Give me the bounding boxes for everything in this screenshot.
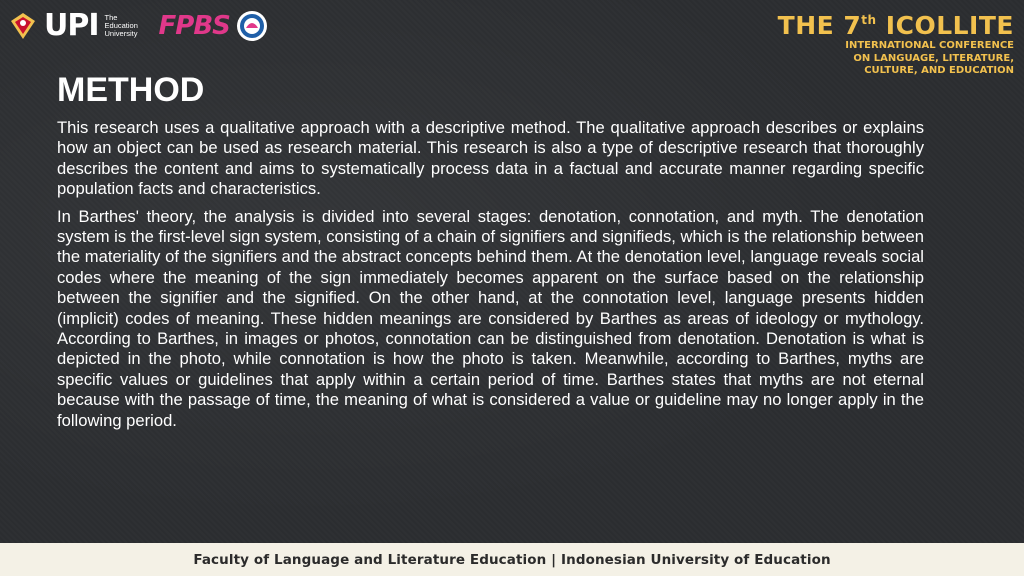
paragraph-1: This research uses a qualitative approach with a descriptive method. The qualitative approach describes or explains how an object can be used as research material. This research is also a type of descriptive research that thoroughly describes the content and aims to systematically process data in a factual and accurate manner regarding specific population facts and characteristics. bbox=[57, 118, 924, 199]
fpbs-logo: FPBS bbox=[158, 11, 230, 41]
body-text bbox=[57, 118, 924, 438]
page-title: METHOD bbox=[57, 71, 205, 109]
conference-title-sup: th bbox=[861, 13, 877, 27]
conference-title-suffix: ICOLLITE bbox=[885, 11, 1014, 40]
conference-subtitle-1: INTERNATIONAL CONFERENCE bbox=[845, 40, 1014, 51]
paragraph-2: In Barthes' theory, the analysis is divided into several stages: denotation, connotation, and myth. The denotation system is the first-level sign system, consisting of a chain of signifiers and signifieds, which is the relationship between the materiality of the signifiers and the abstract concepts behind them. At the denotation level, language reveals social codes where the meaning of the sign immediately becomes apparent on the surface based on the relationship between the signifier and the signified. On the other hand, at the connotation level, language presents hidden (implicit) codes of meaning. These hidden meanings are considered by Barthes as areas of ideology or mythology. According to Barthes, in images or photos, connotation can be distinguished from denotation. Denotation is what is depicted in the photo, while connotation is how the photo is taken. Meanwhile, according to Barthes, myths are specific values or guidelines that apply within a certain period of time. Barthes states that myths are not eternal because with the passage of time, the meaning of what is considered a value or guideline may no longer apply in the following period. bbox=[57, 206, 924, 430]
seal-icon bbox=[236, 10, 268, 42]
conference-title-prefix: THE 7 bbox=[777, 11, 862, 40]
conference-subtitle-3: CULTURE, AND EDUCATION bbox=[864, 65, 1014, 76]
conference-title bbox=[778, 6, 1014, 40]
upi-emblem-icon bbox=[8, 11, 38, 41]
footer-bar bbox=[0, 543, 1024, 576]
header-logos bbox=[8, 8, 268, 44]
conference-branding bbox=[778, 6, 1014, 78]
upi-logo-text: UPI bbox=[44, 8, 99, 43]
upi-subtitle: The Education University bbox=[104, 13, 138, 38]
conference-subtitle-2: ON LANGUAGE, LITERATURE, bbox=[853, 52, 1014, 64]
footer-text: Faculty of Language and Literature Education | Indonesian University of Education bbox=[193, 551, 831, 568]
